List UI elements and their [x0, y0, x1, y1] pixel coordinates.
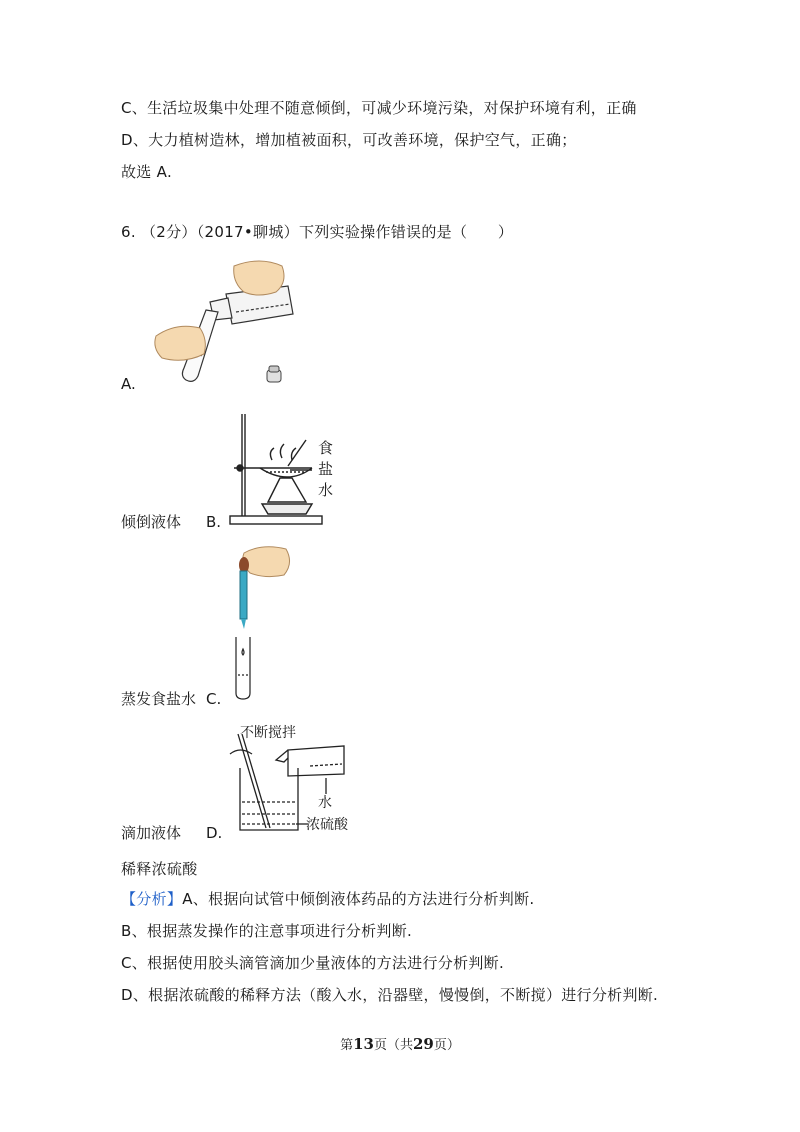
- option-c-caption: 蒸发食盐水: [121, 690, 197, 708]
- option-a-letter: A.: [121, 375, 136, 393]
- footer-post: 页）: [433, 1038, 460, 1053]
- figure-dropper: [232, 545, 302, 703]
- answer-choice: 故选 A.: [121, 163, 173, 181]
- option-d-caption: 滴加液体: [121, 824, 182, 842]
- label-conc-acid: 浓硫酸: [306, 817, 348, 833]
- option-d-content: 稀释浓硫酸: [121, 860, 198, 878]
- option-b-caption: 倾倒液体: [121, 513, 182, 531]
- question-6: 6. （2分）（2017•聊城）下列实验操作错误的是（ ）: [121, 223, 514, 241]
- analysis-d: D、根据浓硫酸的稀释方法（酸入水，沿器壁，慢慢倒，不断搅）进行分析判断.: [121, 986, 659, 1004]
- option-d-letter: D.: [206, 824, 223, 842]
- label-water-dilution: 水: [318, 795, 332, 811]
- analysis-a: [121, 888, 534, 910]
- footer-total-pages: 29: [413, 1035, 434, 1053]
- analysis-a-text: A、根据向试管中倾倒液体药品的方法进行分析判断.: [182, 890, 535, 908]
- page-footer: [0, 1034, 800, 1053]
- footer-pre: 第: [340, 1038, 354, 1053]
- figure-pouring-liquid: [148, 258, 298, 388]
- footer-page-number: 13: [353, 1035, 374, 1053]
- analysis-b: B、根据蒸发操作的注意事项进行分析判断.: [121, 922, 413, 940]
- label-food: 食: [318, 439, 334, 457]
- option-c-letter: C.: [206, 690, 222, 708]
- option-b-letter: B.: [206, 513, 222, 531]
- option-c-previous: C、生活垃圾集中处理不随意倾倒，可减少环境污染，对保护环境有利，正确: [121, 99, 637, 117]
- label-stir: 不断搅拌: [240, 725, 296, 741]
- footer-mid: 页（共: [373, 1038, 413, 1053]
- analysis-tag: 【分析】: [121, 890, 183, 908]
- analysis-c: C、根据使用胶头滴管滴加少量液体的方法进行分析判断.: [121, 954, 505, 972]
- label-water: 水: [318, 481, 334, 499]
- label-salt: 盐: [318, 460, 334, 478]
- option-d-previous: D、大力植树造林，增加植被面积，可改善环境，保护空气，正确；: [121, 131, 577, 149]
